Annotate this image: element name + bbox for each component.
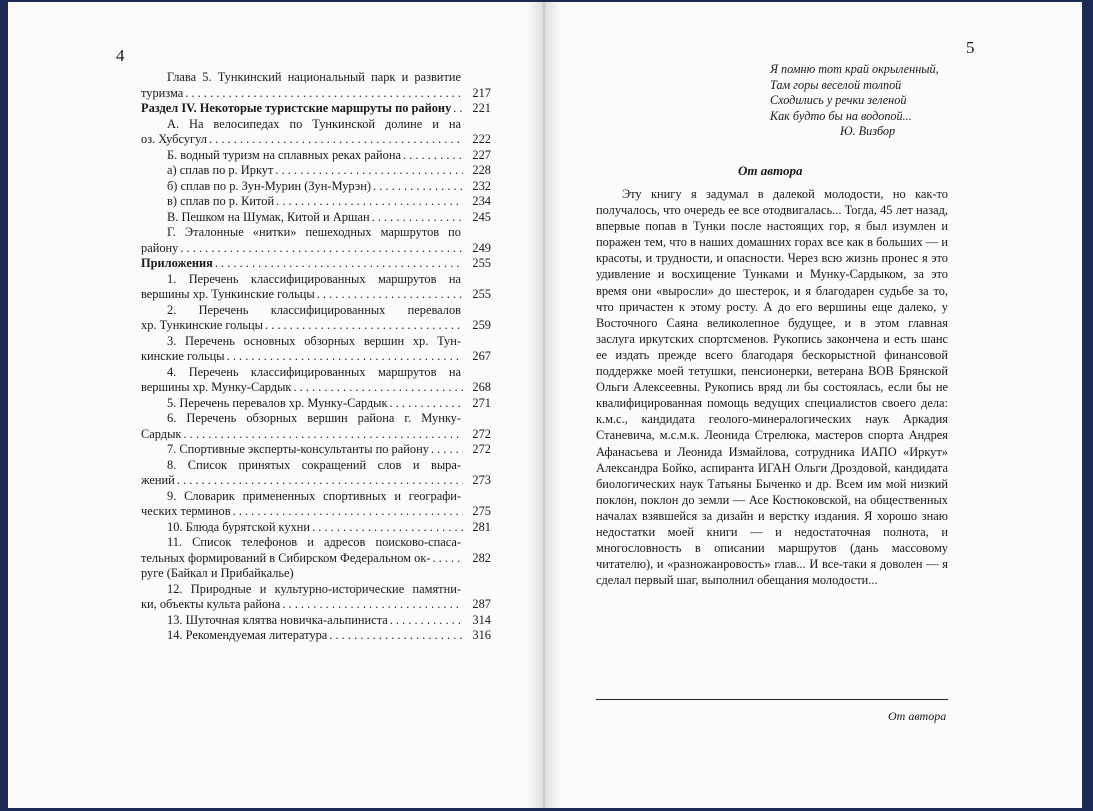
toc-title-first-line: 9. Словарик примененных спортивных и географи- [167,488,461,503]
toc-line [141,132,491,148]
toc-entry [141,520,491,536]
toc-leader-dots [317,287,463,303]
toc-title: Приложения [141,256,213,270]
toc-leader-dots [312,520,463,536]
toc-entry [141,117,491,148]
toc-title-first-line: 4. Перечень классифицированных маршрутов на [167,364,461,379]
toc-line [141,597,491,613]
toc-page-number: 267 [472,349,491,363]
toc-line [141,163,491,179]
toc-line [141,566,491,582]
toc-entry [141,442,491,458]
toc-title: вершины хр. Тункинские гольцы [141,287,315,301]
toc-entry [141,613,491,629]
toc-title: ческих терминов [141,504,231,518]
toc-title: оз. Хубсугул [141,132,207,146]
toc-line [141,241,491,257]
toc-title: 14. Рекомендуемая литература [167,628,328,642]
toc-page-number: 227 [472,147,491,162]
toc-entry [141,396,491,412]
left-page [8,2,544,808]
toc-leader-dots [265,318,463,334]
toc-title-first-line: 11. Список телефонов и адресов поисково-спаса- [167,535,461,549]
toc-line [141,256,491,272]
toc-leader-dots [209,132,463,148]
toc-page-number: 268 [472,380,491,394]
toc-title: 7. Спортивные эксперты-консультанты по району [167,442,429,456]
toc-page-number: 221 [472,101,491,115]
footer-divider [596,699,948,700]
toc-entry [141,179,491,195]
toc-title-first-line: 8. Список принятых сокращений слов и выра- [167,457,461,472]
epigraph [770,62,950,124]
toc-title: в) сплав по р. Китой [167,194,275,208]
toc-line [141,473,491,489]
toc-page-number: 232 [472,178,491,193]
toc-entry [141,101,491,117]
toc-leader-dots [372,210,463,226]
toc-page-number: 272 [472,426,491,441]
epigraph-line: Сходились у речки зеленой [770,93,907,107]
toc-page-number: 249 [472,240,491,255]
toc-title-first-line: А. На велосипедах по Тункинской долине и на [167,116,461,131]
toc-entry [141,411,491,442]
toc-line [141,86,491,102]
toc-title: Раздел IV. Некоторые туристские маршруты по району [141,101,452,115]
toc-page-number: 271 [472,395,491,410]
toc-page-number: 222 [472,132,491,146]
toc-entry [141,210,491,226]
epigraph-author: Ю. Визбор [840,124,896,138]
toc-leader-dots [183,427,463,443]
running-footer: От автора [888,709,947,723]
toc-leader-dots [215,256,463,272]
toc-entry [141,334,491,365]
toc-title: 10. Блюда бурятской кухни [167,519,311,534]
toc-page-number: 228 [472,163,491,177]
toc-title-first-line: 2. Перечень классифицированных перевалов [167,302,461,317]
toc-page-number: 217 [472,85,491,100]
toc-line [141,380,491,396]
toc-leader-dots [431,442,463,458]
toc-entry [141,163,491,179]
toc-line [141,101,491,117]
toc-title: Сардык [141,426,182,441]
toc-entry [141,489,491,520]
toc-line [141,442,491,458]
toc-leader-dots [390,396,463,412]
body-text [596,186,948,588]
epigraph-line: Как будто бы на водопой... [770,108,912,123]
toc-line [141,210,491,226]
toc-page-number: 234 [472,194,491,208]
toc-leader-dots [275,163,463,179]
toc-leader-dots [293,380,463,396]
epigraph-line: Я помню тот край окрыленный, [770,62,939,76]
toc-title: кинские гольцы [141,349,225,363]
toc-leader-dots [233,504,463,520]
toc-title: руге (Байкал и Прибайкалье) [141,566,294,580]
toc-title: тельных формирований в Сибирском Федеральном ок- [141,550,431,565]
toc-page-number: 255 [472,256,491,270]
toc-title-first-line: Г. Эталонные «нитки» пешеходных маршрутов по [167,225,461,239]
toc-line [141,194,491,210]
toc-title: Б. водный туризм на сплавных реках района [167,147,401,162]
toc-line [141,179,491,195]
toc-leader-dots [432,551,463,567]
toc-line [141,287,491,303]
toc-line [141,613,491,629]
toc-title-first-line: 12. Природные и культурно-исторические памятни- [167,581,461,596]
toc-line [141,318,491,334]
toc-page-number: 287 [472,597,491,611]
toc-leader-dots [329,628,463,644]
toc-page-number: 273 [472,473,491,487]
toc-entry [141,225,491,256]
toc-title: 13. Шуточная клятва новичка-альпиниста [167,612,388,627]
toc-entry [141,365,491,396]
toc-page-number: 314 [472,612,491,627]
toc-leader-dots [390,613,463,629]
toc-line [141,551,491,567]
toc-leader-dots [227,349,463,365]
toc-title: вершины хр. Мунку-Сардык [141,380,292,394]
toc-title: хр. Тункинские гольцы [141,318,263,332]
toc-entry [141,272,491,303]
toc-line [141,504,491,520]
toc-title: В. Пешком на Шумак, Китой и Аршан [167,209,370,224]
toc-line [141,148,491,164]
toc-entry [141,458,491,489]
paragraph: Эту книгу я задумал в далекой молодости, но как-то получалось, что очередь ее все отодвигалась... Тогда, 45 лет назад, впервые попав в Тунки после настоящих гор, я был изумлен и поражен тем, что в наших домашних горах все как в больших — и красоты, и трудности, и опасности. Через всю жизнь пронес я это удивление и восхищение Тунками и Мунку-Сардыком, за это время они «выросли» до шестерок, и я благодарен судьбе за то, что причастен к этому росту. А до его вершины еще далеко, у Восточного Саяна великолепное будущее, и в этом главная заслуга иркутских спортсменов. Рукопись закончена и есть шанс ее издать прежде всего благодаря бескорыстной финансовой поддержке моей тетушки, пенсионерки, ветерана ВОВ Брянской Ольги Алексеевны. Рукопись вряд ли бы состоялась, если бы не квалифицированная помощь ведущих специалистов своего дела: к.м.с., кандидата геолого-минералогических наук Аркадия Станевича, м.с.м.к. Леонида Стрелюка, мастеров спорта Андрея Афанасьева и Леонида Измайлова, сотрудника ИАПО «Иркут» Александра Бойко, аспиранта ИГАН Ольги Дроздовой, кандидата биологических наук Татьяны Быченко и др. Всем им мой низкий поклон, поклон до земли — Асе Костюковской, на общественных началах взявшейся за дизайн и верстку издания. Я хорошо знаю недостатки моей книги — и недостаточная полнота, и многословность в описании маршрутов (дань массовому читателю), и «разножанровость» глав... И все-таки я доволен — я сделал первый шаг, выполнил обещания молодости... [596,187,948,588]
toc-title-first-line: 1. Перечень классифицированных маршрутов на [167,271,461,286]
toc-entry [141,303,491,334]
toc-entry [141,194,491,210]
toc-leader-dots [185,86,463,102]
toc-title: туризма [141,85,184,100]
toc-title-first-line: 3. Перечень основных обзорных вершин хр. Тун- [167,333,461,348]
toc-page-number: 281 [472,519,491,534]
page-number-right: 5 [966,38,975,57]
toc-title: а) сплав по р. Иркут [167,163,274,177]
toc-entry [141,582,491,613]
toc-entry [141,148,491,164]
right-page [544,2,1082,808]
toc-leader-dots [276,194,463,210]
toc-title-first-line: 6. Перечень обзорных вершин района г. Мунку- [167,411,461,425]
toc-page-number: 282 [472,550,491,565]
toc-leader-dots [403,148,463,164]
toc-title: б) сплав по р. Зун-Мурин (Зун-Мурэн) [167,178,371,193]
toc-title-first-line: Глава 5. Тункинский национальный парк и развитие [167,70,461,84]
toc-page-number: 316 [472,628,491,642]
toc-page-number: 259 [472,318,491,332]
toc-leader-dots [180,241,463,257]
toc-title: ки, объекты культа района [141,597,281,611]
toc-leader-dots [373,179,463,195]
toc-title: 5. Перечень перевалов хр. Мунку-Сардык [167,395,388,410]
toc-line [141,628,491,644]
toc-page-number: 275 [472,504,491,518]
toc-page-number: 245 [472,209,491,224]
toc-leader-dots [177,473,463,489]
toc-entry [141,70,491,101]
toc-page-number: 272 [472,442,491,456]
toc-title: району [141,240,179,255]
toc-leader-dots [453,101,463,117]
toc-title: жений [141,473,175,487]
toc-line [141,427,491,443]
toc-page-number: 255 [472,287,491,301]
toc-entry [141,256,491,272]
toc-leader-dots [282,597,463,613]
toc-line [141,349,491,365]
toc-entry [141,628,491,644]
page-number-left: 4 [116,46,125,65]
section-heading: От автора [738,163,803,178]
toc-line [141,396,491,412]
epigraph-line: Там горы веселой толпой [770,77,902,92]
toc-entry [141,535,491,582]
toc-line [141,520,491,536]
table-of-contents [141,70,491,644]
